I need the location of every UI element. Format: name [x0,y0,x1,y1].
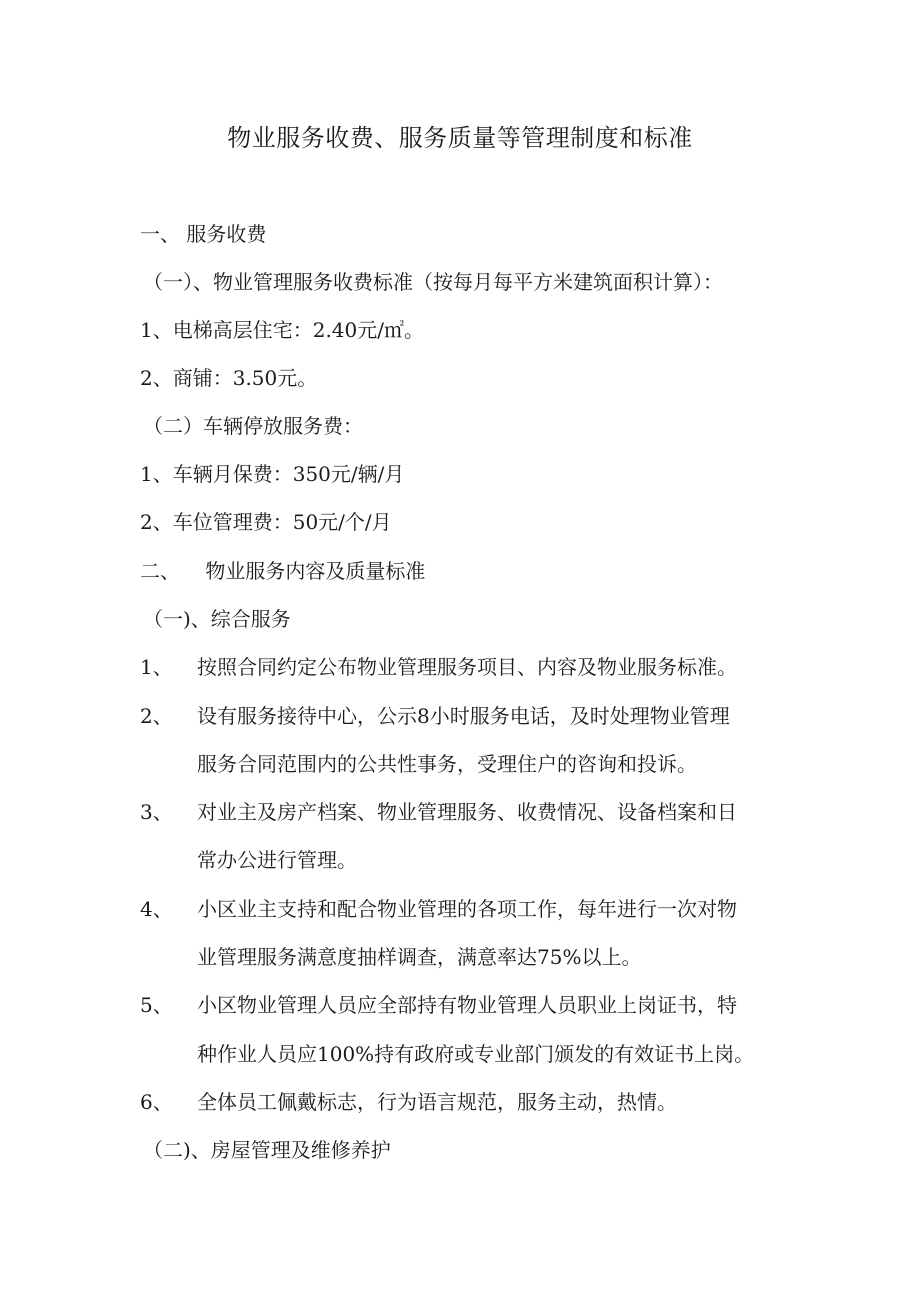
item-text-line: 种作业人员应100%持有政府或专业部门颁发的有效证书上岗。 [197,1042,755,1066]
item-text-line: 业管理服务满意度抽样调查，满意率达75%以上。 [197,945,642,969]
item-text-line: 服务合同范围内的公共性事务，受理住户的咨询和投诉。 [197,752,697,776]
item-text-line: 对业主及房产档案、物业管理服务、收费情况、设备档案和日 [197,800,737,824]
item-number: 3、 [140,800,173,824]
item-number: 2、 [140,704,173,728]
item-number: 1、 [140,655,173,679]
section-1-sub-1-item-1: 1、电梯高层住宅：2.40元/㎡。 [140,318,424,342]
item-number: 4、 [140,897,173,921]
section-1-sub-2-item-1: 1、车辆月保费：350元/辆/月 [140,462,405,486]
section-1-sub-2-item-2: 2、车位管理费：50元/个/月 [140,510,392,534]
item-number: 6、 [140,1090,173,1114]
section-2-sub-2: （二)、房屋管理及维修养护 [143,1138,391,1162]
section-1-heading: 一、 服务收费 [140,222,267,246]
item-text-line: 小区业主支持和配合物业管理的各项工作，每年进行一次对物 [197,897,737,921]
item-text-line: 设有服务接待中心，公示8小时服务电话，及时处理物业管理 [197,704,730,728]
item-number: 5、 [140,993,173,1017]
section-1-sub-2: （二）车辆停放服务费： [143,414,363,438]
section-1-sub-1: （一）、物业管理服务收费标准（按每月每平方米建筑面积计算）： [143,270,723,294]
section-2-heading: 二、 物业服务内容及质量标准 [140,559,426,583]
section-1-sub-1-item-2: 2、商铺：3.50元。 [140,366,318,390]
item-text-line: 小区物业管理人员应全部持有物业管理人员职业上岗证书，特 [197,993,737,1017]
item-text-line: 常办公进行管理。 [197,848,357,872]
item-text-line: 全体员工佩戴标志，行为语言规范，服务主动，热情。 [197,1090,677,1114]
document-title: 物业服务收费、服务质量等管理制度和标准 [227,124,693,152]
section-2-sub-1: （一)、综合服务 [143,607,291,631]
item-text-line: 按照合同约定公布物业管理服务项目、内容及物业服务标准。 [197,655,737,679]
